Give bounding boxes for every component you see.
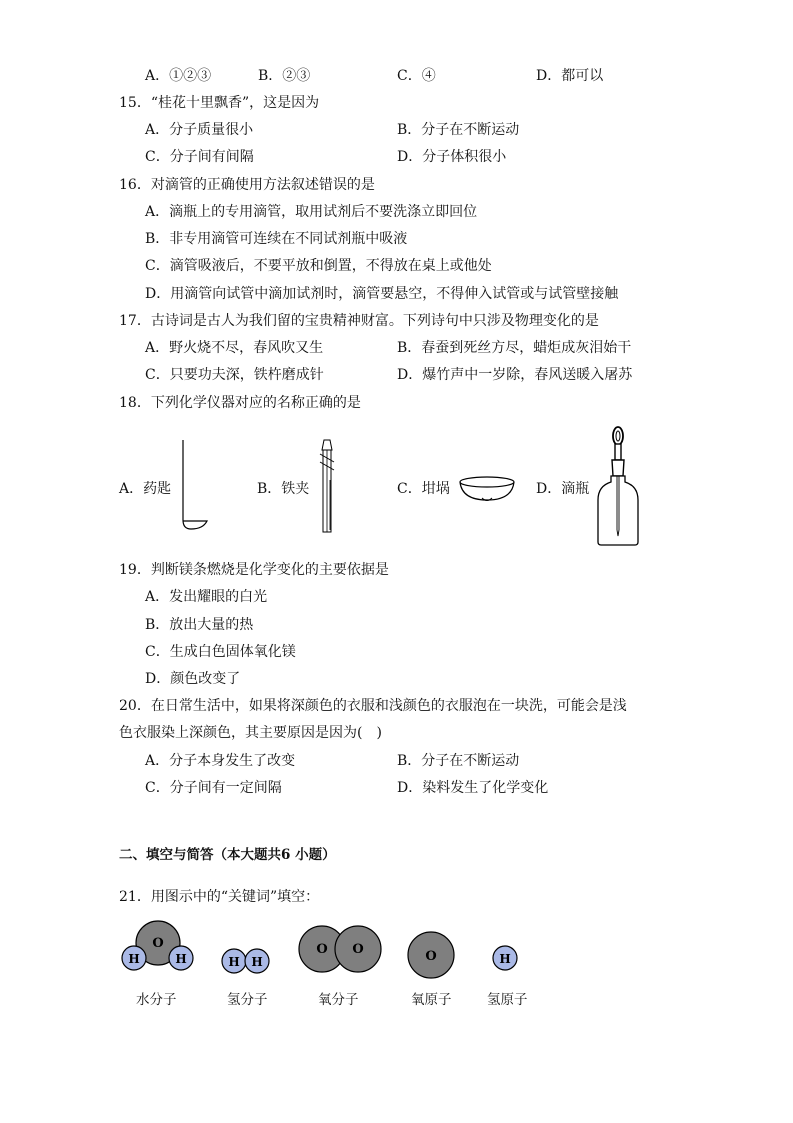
q20-option-b: B．分子在不断运动: [397, 753, 520, 769]
q17-option-a: A．野火烧不尽，春风吹又生: [145, 340, 324, 356]
iron-clamp-figure: [318, 440, 338, 534]
q17-option-d: D．爆竹声中一岁除，春风送暖入屠苏: [397, 367, 633, 383]
q15-option-c: C．分子间有间隔: [145, 149, 254, 165]
q19-option-a: A．发出耀眼的白光: [145, 589, 268, 605]
q20-stem-line1: 20．在日常生活中，如果将深颜色的衣服和浅颜色的衣服泡在一块洗，可能会是浅: [119, 698, 627, 714]
q15-option-b: B．分子在不断运动: [397, 122, 520, 138]
q19-option-b: B．放出大量的热: [145, 617, 254, 633]
label-oxygen-molecule: 氧分子: [318, 992, 359, 1008]
q18-option-c: C．坩埚: [397, 481, 450, 497]
q17-stem: 17．古诗词是古人为我们留的宝贵精神财富。下列诗句中只涉及物理变化的是: [119, 313, 599, 329]
q14-option-c: C．④: [397, 68, 436, 84]
q14-option-a: A．①②③: [145, 68, 212, 84]
h-atom-symbol: H: [499, 952, 511, 966]
oxygen-atom: [408, 932, 454, 978]
crucible-figure: [458, 468, 516, 504]
q20-option-d: D．染料发生了化学变化: [397, 780, 549, 796]
q19-option-c: C．生成白色固体氧化镁: [145, 644, 296, 660]
water-o-symbol: O: [152, 936, 164, 951]
label-hydrogen-molecule: 氢分子: [227, 992, 268, 1008]
o2-o2-symbol: O: [352, 942, 364, 957]
q15-option-d: D．分子体积很小: [397, 149, 507, 165]
q16-option-a: A．滴瓶上的专用滴管，取用试剂后不要洗涤立即回位: [145, 204, 478, 220]
water-h2-symbol: H: [175, 952, 187, 966]
q16-option-d: D．用滴管向试管中滴加试剂时，滴管要悬空，不得伸入试管或与试管壁接触: [145, 286, 619, 302]
molecule-diagram: [110, 918, 550, 984]
label-oxygen-atom: 氧原子: [411, 992, 452, 1008]
hydrogen-atom: [493, 946, 517, 970]
oxygen-molecule: [299, 926, 381, 972]
q20-stem-line2: 色衣服染上深颜色，其主要原因是因为( ): [119, 725, 382, 741]
label-hydrogen-atom: 氢原子: [487, 992, 528, 1008]
q17-option-c: C．只要功夫深，铁杵磨成针: [145, 367, 324, 383]
water-molecule: [122, 921, 193, 970]
q15-stem: 15．“桂花十里飘香”，这是因为: [119, 95, 320, 111]
o2-o1-symbol: O: [316, 942, 328, 957]
h2-h2-symbol: H: [251, 955, 263, 969]
q20-option-c: C．分子间有一定间隔: [145, 780, 282, 796]
q15-option-a: A．分子质量很小: [145, 122, 254, 138]
q17-option-b: B．春蚕到死丝方尽，蜡炬成灰泪始干: [397, 340, 632, 356]
q18-option-d: D．滴瓶: [536, 481, 590, 497]
water-h1-symbol: H: [128, 952, 140, 966]
hydrogen-molecule: [222, 949, 269, 973]
q18-stem: 18．下列化学仪器对应的名称正确的是: [119, 395, 361, 411]
q20-option-a: A．分子本身发生了改变: [145, 753, 296, 769]
q18-option-b: B．铁夹: [257, 481, 310, 497]
dropper-bottle-figure: [594, 426, 642, 548]
o-atom-symbol: O: [425, 949, 437, 964]
q21-stem: 21．用图示中的“关键词”填空：: [119, 889, 320, 905]
q14-option-b: B．②③: [258, 68, 311, 84]
q16-stem: 16．对滴管的正确使用方法叙述错误的是: [119, 177, 375, 193]
q19-option-d: D．颜色改变了: [145, 671, 241, 687]
h2-h1-symbol: H: [228, 955, 240, 969]
q14-option-d: D．都可以: [536, 68, 604, 84]
q16-option-b: B．非专用滴管可连续在不同试剂瓶中吸液: [145, 231, 408, 247]
q18-option-a: A．药匙: [119, 481, 172, 497]
section-2-heading: 二、填空与简答（本大题共6 小题）: [119, 847, 336, 863]
label-water-molecule: 水分子: [136, 992, 177, 1008]
q16-option-c: C．滴管吸液后，不要平放和倒置，不得放在桌上或他处: [145, 258, 492, 274]
spoon-figure: [176, 440, 216, 532]
q19-stem: 19．判断镁条燃烧是化学变化的主要依据是: [119, 562, 389, 578]
